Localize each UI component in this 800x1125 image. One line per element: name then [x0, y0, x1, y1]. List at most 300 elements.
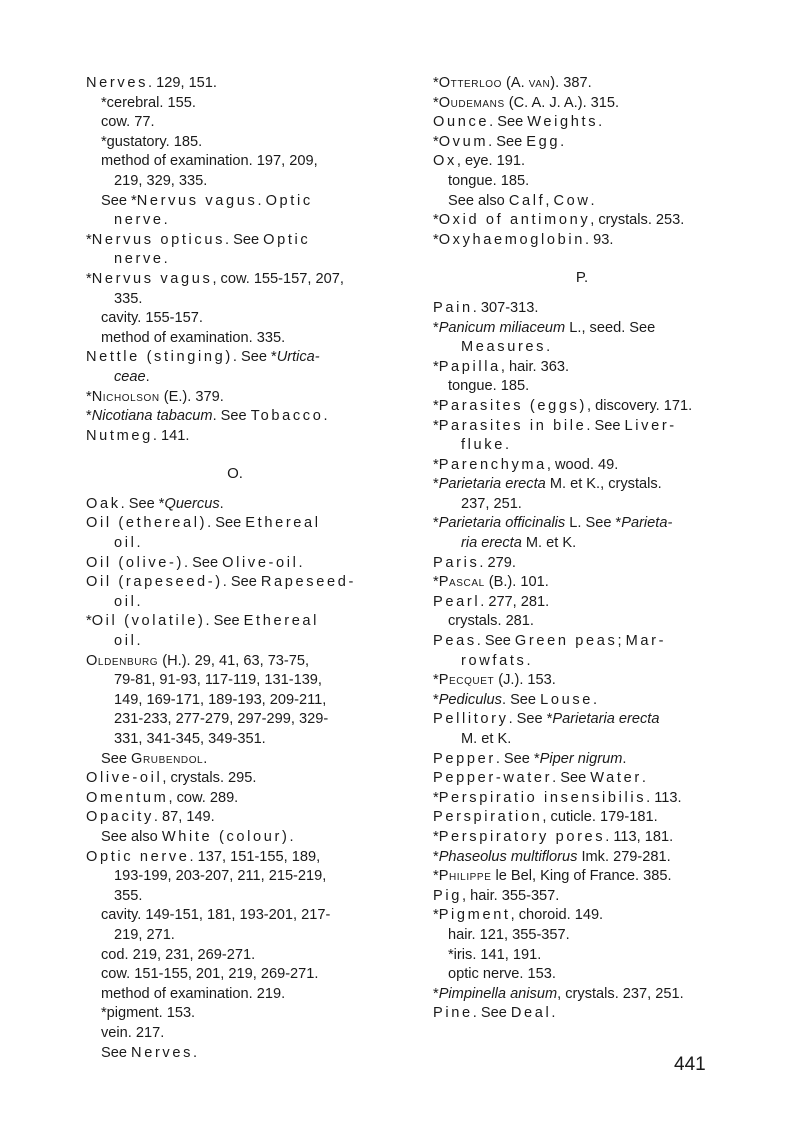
index-text: . 93.	[585, 231, 614, 248]
index-text: fluke	[461, 437, 505, 454]
index-text: . 87, 149.	[153, 809, 215, 826]
index-text: Pepper	[433, 750, 496, 767]
index-text: L., seed. See	[565, 319, 656, 336]
index-text: Urtica-	[276, 349, 320, 366]
index-text: Parieta-	[621, 515, 673, 532]
index-text: .	[145, 368, 150, 385]
index-text: hair. 121, 355-357.	[448, 926, 570, 943]
index-text: *	[86, 613, 92, 630]
index-line	[86, 769, 384, 789]
index-line	[433, 495, 731, 515]
index-text: .	[546, 339, 551, 356]
index-text: Ox	[433, 153, 457, 170]
index-line	[86, 427, 384, 447]
index-text: L. See *	[565, 515, 622, 532]
index-text: M. et K.	[461, 731, 512, 747]
index-text: *	[433, 212, 439, 229]
index-text: Imk. 279-281.	[577, 848, 671, 865]
index-line	[433, 319, 731, 339]
index-text: Pellitory	[433, 711, 509, 728]
index-line	[433, 828, 731, 848]
index-text: Nutmeg	[86, 427, 153, 444]
index-text: Tobacco	[250, 408, 324, 425]
index-text: ). 387.	[550, 75, 592, 91]
index-line	[433, 652, 731, 672]
index-text: *	[433, 231, 439, 248]
index-text: . See	[552, 770, 591, 787]
index-text: , crystals. 253.	[590, 212, 685, 229]
index-text: M. et K.	[521, 535, 577, 552]
index-text: *	[86, 270, 92, 287]
index-text: Oldenburg	[86, 652, 159, 669]
index-text: *	[433, 848, 439, 865]
index-text: *	[433, 417, 439, 434]
index-text: Philippe	[438, 868, 492, 885]
index-text: van	[528, 75, 551, 91]
index-line	[433, 906, 731, 926]
index-text: .	[136, 633, 141, 650]
index-line	[433, 338, 731, 358]
index-text: O.	[227, 465, 243, 483]
index-text: .	[163, 212, 168, 229]
index-line	[433, 358, 731, 378]
index-line	[433, 554, 731, 574]
index-text: . See	[184, 554, 223, 571]
index-text: Piper nigrum	[539, 750, 623, 767]
index-line	[86, 710, 384, 730]
index-text: Measures	[461, 339, 547, 356]
index-line	[86, 534, 384, 554]
index-text: Optic nerve	[86, 848, 190, 865]
index-text: Oil (ethereal)	[86, 515, 208, 532]
index-line	[86, 671, 384, 691]
index-text: Optic	[263, 231, 311, 248]
index-text: Mar-	[625, 633, 667, 650]
index-line	[86, 808, 384, 828]
index-line	[433, 612, 731, 632]
index-line	[433, 985, 731, 1005]
index-text: Water	[590, 770, 642, 787]
index-line	[86, 730, 384, 750]
index-text: See *	[101, 192, 137, 209]
index-text: See also	[101, 828, 162, 845]
index-line	[433, 710, 731, 730]
index-text: .	[560, 133, 565, 150]
index-text: *	[433, 133, 439, 150]
index-line	[86, 329, 384, 349]
index-text: .	[641, 770, 646, 787]
index-text: cod. 219, 231, 269-271.	[101, 946, 256, 963]
index-line	[433, 211, 731, 231]
index-text: *	[433, 456, 439, 473]
index-line	[86, 133, 384, 153]
index-text: Oxid of antimony	[438, 212, 591, 229]
index-text: .	[593, 691, 598, 708]
index-text: *	[433, 94, 439, 111]
index-text: . See *	[120, 495, 165, 512]
index-text: *	[433, 319, 439, 336]
index-text: Parietaria officinalis	[438, 515, 566, 532]
index-text: le Bel, King of France. 385.	[491, 868, 672, 885]
index-text: Liver-	[624, 417, 677, 434]
index-text: Nervus opticus	[91, 231, 225, 248]
index-text: 219, 271.	[114, 926, 175, 943]
index-line	[433, 632, 731, 652]
index-line	[86, 1044, 384, 1064]
index-text: ,	[545, 192, 554, 209]
index-line	[86, 652, 384, 672]
index-text: See	[101, 1044, 132, 1061]
index-line	[433, 946, 731, 966]
index-text: *	[86, 388, 92, 405]
index-text: *	[433, 75, 439, 91]
index-text: Olive-oil	[86, 770, 163, 787]
index-text: Opacity	[86, 809, 154, 826]
index-text: Deal	[510, 1005, 552, 1022]
index-line	[433, 593, 731, 613]
index-text: . See	[472, 1005, 511, 1022]
index-text: *	[433, 672, 439, 689]
index-line	[86, 867, 384, 887]
index-line	[86, 612, 384, 632]
index-text: *	[86, 231, 92, 248]
index-column-left	[86, 74, 384, 1063]
index-text: Quercus	[164, 495, 220, 512]
index-text: *	[86, 408, 92, 425]
index-line	[433, 534, 731, 554]
index-text: .	[598, 114, 603, 131]
index-line	[433, 475, 731, 495]
index-text: Ovum	[438, 133, 489, 150]
index-text: Nerves	[86, 75, 148, 91]
index-line	[86, 1004, 384, 1024]
index-text: See also	[448, 192, 509, 209]
index-line	[86, 270, 384, 290]
index-text: , eye. 191.	[456, 153, 526, 170]
index-text: Parietaria erecta	[438, 476, 546, 493]
index-text: . See	[586, 417, 625, 434]
index-text: Louse	[540, 691, 594, 708]
index-line	[86, 985, 384, 1005]
index-text: Parasites (eggs)	[438, 397, 587, 414]
index-line	[86, 368, 384, 388]
index-text: Pig	[433, 887, 462, 904]
index-line	[86, 152, 384, 172]
index-text: .	[526, 652, 531, 669]
index-text: . See	[501, 691, 541, 708]
index-text: Parenchyma	[438, 456, 547, 473]
index-text: . See *	[495, 750, 540, 767]
index-text: cavity. 155-157.	[101, 310, 203, 327]
index-text: .	[622, 750, 627, 767]
index-text: . See	[222, 574, 261, 591]
index-text: , crystals. 295.	[162, 770, 257, 787]
index-text: nerve	[114, 212, 164, 229]
index-line	[433, 436, 731, 456]
index-line	[86, 789, 384, 809]
index-text: Nervus vagus	[136, 192, 258, 209]
index-text: cow. 151-155, 201, 219, 269-271.	[101, 966, 319, 983]
index-text: vein. 217.	[101, 1024, 165, 1041]
index-text: oil	[114, 535, 137, 552]
index-text: Oil (olive-)	[86, 554, 185, 571]
index-text: ria erecta	[461, 535, 522, 552]
index-line	[86, 593, 384, 613]
index-line	[86, 250, 384, 270]
index-text: Oudemans	[438, 94, 505, 111]
index-text: *	[433, 574, 439, 591]
index-text: .	[590, 192, 595, 209]
index-line	[86, 926, 384, 946]
index-text: Pimpinella anisum	[438, 985, 558, 1002]
index-line	[433, 192, 731, 212]
index-line	[86, 632, 384, 652]
index-text: P.	[575, 269, 589, 287]
index-line	[433, 397, 731, 417]
index-line	[433, 887, 731, 907]
index-text: Oak	[86, 495, 121, 512]
index-line	[433, 456, 731, 476]
index-text: , crystals. 237, 251.	[557, 985, 684, 1002]
index-line	[86, 74, 384, 94]
index-line	[86, 691, 384, 711]
index-text: .	[136, 535, 141, 552]
index-text: *	[433, 828, 439, 845]
index-line	[433, 299, 731, 319]
index-text: *	[433, 985, 439, 1002]
index-line	[86, 309, 384, 329]
index-text: White (colour)	[161, 828, 290, 845]
index-text: ceae	[114, 368, 146, 385]
index-text: , cow. 289.	[168, 789, 239, 806]
index-text: nerve	[114, 251, 164, 268]
index-line	[433, 769, 731, 789]
index-text: Cow	[553, 192, 591, 209]
index-text: tongue. 185.	[448, 172, 530, 189]
index-line	[433, 789, 731, 809]
index-text: 237, 251.	[461, 495, 522, 512]
index-text: . 279.	[479, 554, 516, 571]
index-text: Nicotiana tabacum	[91, 408, 213, 425]
index-text: Perspiration	[433, 809, 543, 826]
index-text: 331, 341-345, 349-351.	[114, 731, 266, 747]
index-text: *gustatory. 185.	[101, 133, 203, 150]
index-line	[433, 377, 731, 397]
index-line	[86, 1024, 384, 1044]
index-line	[433, 94, 731, 114]
index-text: ;	[617, 633, 626, 650]
section-heading	[86, 464, 384, 484]
index-text: 231-233, 277-279, 297-299, 329-	[114, 711, 329, 728]
index-text: Pediculus	[438, 691, 502, 708]
index-text: Pigment	[438, 907, 511, 924]
index-text: . 113.	[646, 789, 682, 806]
index-text: .	[298, 554, 303, 571]
index-line	[86, 231, 384, 251]
index-text: Perspiratio insensibilis	[438, 789, 647, 806]
index-text: Oil (rapeseed-)	[86, 574, 223, 591]
index-text: Pecquet	[438, 672, 495, 689]
index-text: *	[433, 397, 439, 414]
index-line	[86, 750, 384, 770]
index-line	[86, 495, 384, 515]
index-text: *	[433, 515, 439, 532]
index-line	[433, 965, 731, 985]
index-text: Nicholson	[91, 388, 160, 405]
index-line	[86, 906, 384, 926]
index-text: .	[551, 1005, 556, 1022]
index-text: Optic	[265, 192, 313, 209]
index-line	[433, 808, 731, 828]
index-text: *	[433, 358, 439, 375]
index-text: .	[193, 1044, 198, 1061]
index-text: rowfats	[461, 652, 527, 669]
index-line	[433, 231, 731, 251]
index-text: , cow. 155-157, 207,	[212, 270, 344, 287]
index-text: . See	[207, 515, 246, 532]
index-line	[433, 74, 731, 94]
index-line	[433, 573, 731, 593]
index-line	[433, 671, 731, 691]
index-text: 79-81, 91-93, 117-119, 131-139,	[114, 672, 322, 689]
page-number: 441	[674, 1054, 706, 1075]
index-text: Grubendol	[131, 750, 204, 767]
index-text: . See	[489, 114, 528, 131]
index-line	[86, 407, 384, 427]
index-line	[86, 965, 384, 985]
index-text: Oil (volatile)	[91, 613, 206, 630]
index-line	[433, 848, 731, 868]
index-text: 219, 329, 335.	[114, 172, 208, 189]
section-heading	[433, 268, 731, 288]
index-text: . See	[476, 633, 515, 650]
index-text: Omentum	[86, 789, 169, 806]
index-text: Nerves	[131, 1044, 194, 1061]
index-text: .	[136, 593, 141, 610]
index-text: *	[433, 476, 439, 493]
index-text: Pearl	[433, 593, 481, 610]
index-text: Parietaria erecta	[552, 711, 660, 728]
index-text: Pine	[433, 1005, 473, 1022]
index-line	[86, 192, 384, 212]
index-text: .	[163, 251, 168, 268]
index-text: 335.	[114, 290, 143, 307]
index-line	[433, 133, 731, 153]
index-line	[433, 926, 731, 946]
index-text: . 129, 151.	[148, 75, 217, 91]
index-line	[86, 887, 384, 907]
index-line	[433, 867, 731, 887]
index-text: . See	[205, 613, 244, 630]
index-text: method of examination. 219.	[101, 985, 286, 1002]
index-text: (B.). 101.	[484, 574, 549, 591]
index-text: , discovery. 171.	[587, 397, 693, 414]
index-text: Olive-oil	[222, 554, 299, 571]
index-text: Pepper-water	[433, 770, 553, 787]
index-text: tongue. 185.	[448, 378, 530, 395]
index-line	[86, 554, 384, 574]
index-text: .	[504, 437, 510, 454]
index-text: , hair. 363.	[500, 358, 570, 375]
index-line	[433, 113, 731, 133]
index-line	[86, 848, 384, 868]
index-text: See	[101, 750, 132, 767]
index-line	[86, 514, 384, 534]
index-text: cavity. 149-151, 181, 193-201, 217-	[101, 907, 331, 924]
index-text: crystals. 281.	[448, 613, 534, 630]
index-text: .	[203, 750, 208, 767]
index-text: 193-199, 203-207, 211, 215-219,	[114, 868, 327, 885]
index-line	[433, 1004, 731, 1024]
index-text: .	[257, 192, 266, 209]
index-text: (E.). 379.	[159, 388, 224, 405]
index-line	[433, 730, 731, 750]
index-text: method of examination. 335.	[101, 329, 286, 346]
index-text: 355.	[114, 887, 143, 904]
index-text: Pain	[433, 299, 473, 316]
index-text: Paris	[433, 554, 480, 571]
index-line	[86, 113, 384, 133]
index-line	[86, 94, 384, 114]
index-text: . See	[225, 231, 264, 248]
index-line	[433, 152, 731, 172]
index-text: *iris. 141, 191.	[448, 946, 542, 963]
index-text: (C. A. J. A.). 315.	[504, 94, 620, 111]
index-text: oil	[114, 633, 137, 650]
index-line	[433, 172, 731, 192]
index-text: Calf	[508, 192, 546, 209]
index-text: Pascal	[438, 574, 485, 591]
index-text: (A.	[501, 75, 529, 91]
index-text: 149, 169-171, 189-193, 209-211,	[114, 691, 327, 708]
index-text: . 141.	[152, 427, 190, 444]
index-text: , hair. 355-357.	[461, 887, 560, 904]
index-text: Nettle (stinging)	[86, 349, 233, 366]
index-text: M. et K., crystals.	[545, 476, 662, 493]
index-text: .	[323, 408, 328, 425]
index-text: Ethereal	[243, 613, 320, 630]
index-line	[433, 514, 731, 534]
index-line	[86, 388, 384, 408]
index-line	[433, 417, 731, 437]
index-text: *	[433, 789, 439, 806]
index-text: *	[433, 868, 439, 885]
index-column-right	[433, 74, 731, 1024]
index-text: method of examination. 197, 209,	[101, 153, 318, 170]
index-text: (J.). 153.	[494, 672, 556, 689]
index-text: Weights	[527, 114, 599, 131]
index-text: , cuticle. 179-181.	[542, 809, 658, 826]
index-line	[86, 946, 384, 966]
index-line	[86, 828, 384, 848]
index-text: , wood. 49.	[546, 456, 619, 473]
index-line	[86, 211, 384, 231]
index-text: *cerebral. 155.	[101, 94, 196, 111]
index-text: , choroid. 149.	[510, 907, 604, 924]
index-text: Ounce	[433, 114, 490, 131]
index-text: Green peas	[514, 633, 618, 650]
index-line	[86, 290, 384, 310]
index-text: Phaseolus multiflorus	[438, 848, 578, 865]
index-text: Egg	[526, 133, 561, 150]
index-text: . 137, 151-155, 189,	[189, 848, 321, 865]
index-line	[86, 573, 384, 593]
index-text: .	[289, 828, 294, 845]
index-text: cow. 77.	[101, 114, 155, 131]
index-text: Panicum miliaceum	[438, 319, 566, 336]
index-text: Otterloo	[438, 75, 502, 91]
index-line	[433, 691, 731, 711]
